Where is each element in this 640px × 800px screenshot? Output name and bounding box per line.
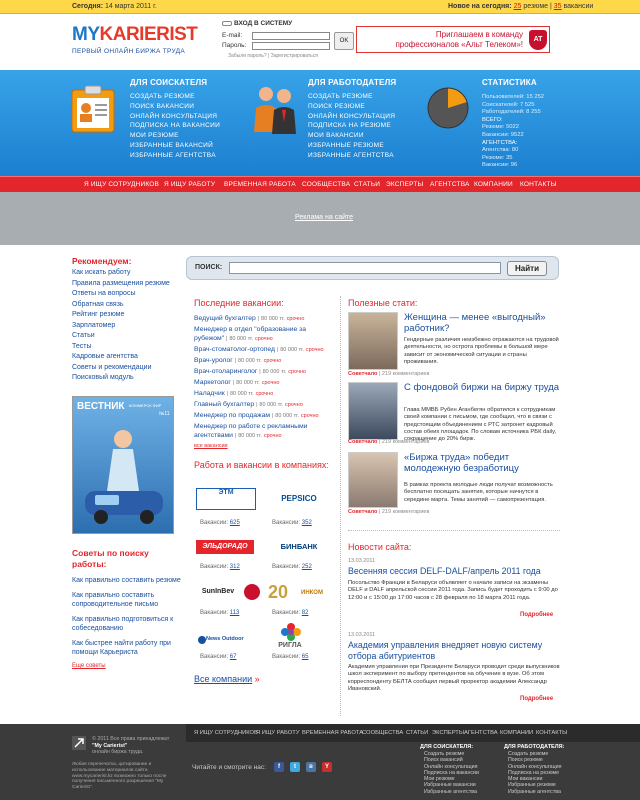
menu-item[interactable]: Я ИЩУ РАБОТУ: [164, 181, 216, 188]
footer-seekers-list: [424, 751, 479, 795]
search-input[interactable]: [229, 262, 501, 274]
footer: [0, 724, 640, 800]
tip-link[interactable]: Как правильно составить резюме: [72, 577, 181, 584]
magazine-cover[interactable]: ВЕСТНИК КОММЕРСК ФИР №11: [72, 396, 174, 534]
menu-item[interactable]: АГЕНТСТВА: [430, 181, 470, 188]
password-field[interactable]: [252, 42, 330, 50]
employers-item[interactable]: ПОДПИСКА НА РЕЗЮМЕ: [308, 122, 391, 130]
clipboard-icon: [68, 84, 120, 136]
company-logo[interactable]: ЭТМ: [196, 488, 256, 510]
twitter-icon[interactable]: t: [290, 762, 300, 772]
company-vacancies: Вакансии: 312: [200, 564, 240, 570]
register-link[interactable]: Зарегистрироваться: [270, 53, 318, 59]
footer-employers-link[interactable]: Избранные агентства: [508, 788, 561, 795]
more-tips-link[interactable]: Еще советы: [72, 663, 106, 669]
top-bar: [0, 0, 640, 14]
news-headline[interactable]: Академия управления внедряет новую систему отбора абитуриентов: [348, 640, 543, 661]
recommend-link[interactable]: Статьи: [72, 332, 95, 339]
menu-item[interactable]: СООБЩЕСТВА: [302, 181, 351, 188]
tip-link[interactable]: Как правильно составить сопроводительное письмо: [72, 592, 159, 608]
recommend-link[interactable]: Советы и рекомендации: [72, 363, 152, 371]
youtube-icon[interactable]: Y: [322, 762, 332, 772]
menu-item[interactable]: ЭКСПЕРТЫ: [386, 181, 424, 188]
company-logo[interactable]: SunInBev: [201, 588, 235, 595]
footer-seekers-link[interactable]: Избранные вакансии: [424, 782, 476, 789]
recommend-link[interactable]: Тесты: [72, 342, 92, 350]
recommend-link[interactable]: Рейтинг резюме: [72, 311, 125, 318]
footer-seekers-link[interactable]: Мои резюме: [424, 776, 455, 783]
footer-seekers-link[interactable]: Создать резюме: [424, 751, 465, 757]
login-form: ВХОД В СИСТЕМУ E-mail: Пароль: OK Забыли пароль? | Зарегистрироваться: [222, 20, 340, 62]
menu-item[interactable]: КОМПАНИИ: [474, 181, 513, 188]
footer-seekers-link[interactable]: Онлайн консультация: [424, 763, 478, 770]
magazine-illustration: [77, 421, 171, 531]
footer-employers-title: ДЛЯ РАБОТОДАТЕЛЯ:: [504, 744, 565, 750]
company-logo[interactable]: News Outdoor: [206, 636, 244, 642]
seekers-item[interactable]: ПОДПИСКА НА ВАКАНСИИ: [130, 122, 221, 130]
seekers-title: ДЛЯ СОИСКАТЕЛЯ: [130, 78, 208, 87]
search-box: [186, 256, 559, 280]
recommend-link[interactable]: Как искать работу: [72, 269, 131, 276]
news-date: 13.03.2011: [348, 558, 376, 564]
recommend-link[interactable]: Зарплатомер: [72, 321, 116, 329]
footer-employers-link[interactable]: Онлайн консультация: [508, 763, 562, 770]
vacancy-item: Врач-отоларинголог | 80 000 тг. срочно: [194, 368, 306, 375]
site-slogan: ПЕРВЫЙ ОНЛАЙН БИРЖА ТРУДА: [72, 48, 186, 55]
vacancy-item: Маркетолог | 80 000 тг. срочно: [194, 379, 280, 386]
footer-legal: Любая перепечатка, цитирование и использование материалов сайта www.mycarierist.kz возможно только после получения письменного разрешения "My Carierist".: [72, 762, 167, 791]
vacancy-item: Ведущий бухгалтер | 80 000 тг. срочно: [194, 315, 305, 322]
footer-copyright: © 2011 Все права принадлежат "My Carierist" онлайн биржа труда.: [92, 736, 170, 755]
article-card: [348, 382, 560, 448]
menu-item[interactable]: СТАТЬИ: [354, 181, 381, 188]
employers-item[interactable]: МОИ ВАКАНСИИ: [308, 132, 364, 140]
recommend-link[interactable]: Правила размещения резюме: [72, 279, 170, 287]
pie-chart-icon: [424, 84, 472, 132]
companies-grid: [194, 486, 334, 706]
company-vacancies: Вакансии: 113: [200, 610, 240, 616]
all-companies-link[interactable]: Все компании »: [194, 674, 260, 684]
site-logo[interactable]: MYKARIERIST: [72, 24, 198, 45]
news-date: 13.03.2011: [348, 632, 376, 638]
vacancy-link[interactable]: Наладчик: [194, 390, 225, 397]
vacancy-link[interactable]: Менеджер в отдел "образование за рубежом": [194, 326, 307, 342]
seekers-item[interactable]: ИЗБРАННЫЕ АГЕНТСТВА: [130, 151, 216, 159]
footer-menu-item[interactable]: ВРЕМЕННАЯ РАБОТА: [302, 730, 364, 736]
rigla-flower-icon: [280, 622, 302, 642]
company-vacancies: Вакансии: 352: [272, 520, 312, 526]
company-vacancies: Вакансии: 252: [272, 564, 312, 570]
footer-seekers-link[interactable]: Подписка на вакансии: [424, 769, 479, 776]
column-divider: [340, 296, 341, 716]
vacancy-item: Врач-уролог | 80 000 тг. срочно: [194, 357, 282, 364]
tip-link[interactable]: Как быстрее найти работу при помощи Карьериста: [72, 640, 171, 656]
news-item: [348, 632, 560, 704]
employers-item[interactable]: ПОИСК РЕЗЮМЕ: [308, 102, 366, 110]
menu-item[interactable]: ВРЕМЕННАЯ РАБОТА: [224, 181, 296, 188]
employers-item[interactable]: ОНЛАЙН КОНСУЛЬТАЦИЯ: [308, 112, 396, 120]
article-meta: Советчало | 219 комментариев: [348, 509, 430, 515]
article-text: Гендерные различия неизбежно отражаются на трудовой деятельности, но острота проблемы в большой мере зависит от экономической ситуации и страны проживания.: [404, 337, 559, 365]
news-more-link[interactable]: Подробнее: [520, 612, 554, 618]
vacancy-item: Главный бухгалтер | 80 000 тг. срочно: [194, 401, 303, 408]
companies-title: Работа и вакансии в компаниях:: [194, 460, 329, 470]
vacancy-link[interactable]: Менеджер по работе с рекламными агентствами: [194, 423, 308, 439]
email-field[interactable]: [252, 32, 330, 40]
tips-list: [72, 576, 182, 669]
search-button[interactable]: Найти: [507, 261, 547, 276]
stats-title: СТАТИСТИКА: [482, 78, 537, 87]
twenty-years-icon: 20: [268, 582, 289, 602]
news-item: [348, 558, 560, 622]
suninbev-emblem-icon: [244, 584, 260, 600]
news-more-link[interactable]: Подробнее: [520, 696, 554, 702]
email-label: E-mail:: [222, 32, 243, 39]
vacancies-list: [194, 314, 334, 449]
company-vacancies: Вакансии: 82: [272, 610, 309, 616]
footer-seekers-title: ДЛЯ СОИСКАТЕЛЯ:: [420, 744, 474, 750]
company-vacancies: Вакансии: 65: [272, 654, 309, 660]
article-card: [348, 452, 560, 522]
footer-employers-list: [508, 751, 561, 795]
footer-menu-item[interactable]: КОНТАКТЫ: [536, 730, 568, 736]
seekers-item[interactable]: ИЗБРАННЫЕ ВАКАНСИЙ: [130, 141, 214, 149]
main-panel: [0, 70, 640, 176]
vacancy-link[interactable]: Главный бухгалтер: [194, 401, 255, 408]
footer-employers-link[interactable]: Избранные резюме: [508, 782, 556, 789]
footer-employers-link[interactable]: Поиск резюме: [508, 757, 543, 764]
recommend-link[interactable]: Кадровые агентства: [72, 353, 138, 360]
forgot-password-link[interactable]: Забыли пароль?: [228, 53, 267, 59]
recommend-link[interactable]: Ответы на вопросы: [72, 290, 136, 297]
ad-area: [0, 192, 640, 245]
recommend-list: [72, 268, 182, 384]
main-menu: [0, 176, 640, 192]
footer-menu-item[interactable]: Я ИЩУ СОТРУДНИКОВ: [194, 730, 258, 736]
employers-menu: [308, 92, 408, 161]
tip-link[interactable]: Как правильно подготовиться к собеседованию: [72, 616, 174, 632]
article-text: В рамках проекта молодые люди получат возможность бесплатно посещать занятия, которые начнутся в середине марта. Темы занятий — самопрезентация.: [404, 482, 553, 503]
company-logo[interactable]: PEPSICO: [281, 494, 317, 503]
seekers-menu: [130, 92, 230, 161]
article-thumbnail[interactable]: [348, 452, 398, 508]
seekers-item[interactable]: СОЗДАТЬ РЕЗЮМЕ: [130, 93, 195, 100]
all-vacancies-link[interactable]: все вакансии: [194, 443, 228, 449]
today-date: Сегодня: 14 марта 2011 г.: [72, 3, 157, 10]
news-today: Новое на сегодня: 25 резюме | 35 вакансии: [448, 3, 594, 10]
seekers-item[interactable]: ПОИСК ВАКАНСИИ: [130, 102, 195, 110]
footer-menu-item[interactable]: СТАТЬИ: [406, 730, 429, 736]
article-title[interactable]: «Биржа труда» победит молодежную безработицу: [404, 452, 519, 474]
employers-item[interactable]: ИЗБРАННЫЕ РЕЗЮМЕ: [308, 141, 384, 149]
employers-title: ДЛЯ РАБОТОДАТЕЛЯ: [308, 78, 397, 87]
menu-item[interactable]: Я ИЩУ СОТРУДНИКОВ: [84, 181, 160, 188]
article-card: [348, 312, 560, 378]
recommend-title: Рекомендуем:: [72, 256, 132, 266]
key-icon: [222, 21, 232, 26]
employers-item[interactable]: ИЗБРАННЫЕ АГЕНТСТВА: [308, 151, 394, 159]
news-headline[interactable]: Весенняя сессия DELF-DALF/апрель 2011 года: [348, 566, 541, 576]
footer-employers-link[interactable]: Создать резюме: [508, 751, 549, 757]
footer-menu-item[interactable]: Я ИЩУ РАБОТУ: [256, 730, 300, 736]
new-vacancies-link[interactable]: 35: [553, 3, 562, 10]
news-outdoor-icon: [198, 636, 206, 644]
vacancy-link[interactable]: Врач-стоматолог-ортопед: [194, 346, 276, 353]
section-divider: [348, 530, 560, 531]
social-label: Читайте и смотрите нас:: [192, 764, 266, 771]
company-logo[interactable]: РИГЛА: [278, 642, 302, 649]
company-logo[interactable]: ЭЛЬДОРАДО: [196, 540, 254, 554]
facebook-icon[interactable]: f: [274, 762, 284, 772]
recommend-link[interactable]: Обратная связь: [72, 300, 124, 308]
company-vacancies: Вакансии: 67: [200, 654, 237, 660]
vacancy-item: Менеджер в отдел "образование за рубежом" | 80 000 тг. срочно: [194, 326, 307, 342]
company-logo[interactable]: БИНБАНК: [280, 542, 318, 551]
news-title: Новости сайта:: [348, 542, 412, 552]
footer-menu-item[interactable]: АГЕНТСТВА: [464, 730, 498, 736]
news-text: Академия управления при Президенте Беларуси проводит среди выпускников школ эксперимент по выбору претендентов на обучение в вузе. Об этом корреспонденту БЕЛТА сообщил первый проректор академии Александр Ивановский.: [348, 664, 560, 692]
stats-list: Пользователей: 15 252 Соискателей: 7 525 Работодателей: 8 255 ВСЕГО: Резюме: 5022 Вакансии: 9522 АГЕНТСТВА: Агентства: 80 Резюме: 35 Вакансии: 96: [482, 94, 545, 169]
company-vacancies: Вакансии: 625: [200, 520, 240, 526]
article-meta: Советчало | 219 комментариев: [348, 371, 430, 377]
new-resumes-link[interactable]: 25: [513, 3, 522, 10]
article-thumbnail[interactable]: [348, 312, 398, 370]
login-title: ВХОД В СИСТЕМУ: [222, 20, 292, 27]
login-button[interactable]: OK: [334, 32, 354, 50]
vacancy-link[interactable]: Ведущий бухгалтер: [194, 315, 256, 322]
arrow-up-right-icon: [72, 736, 86, 750]
article-title[interactable]: С фондовой биржи на биржу труда: [404, 382, 560, 393]
article-title[interactable]: Женщина — менее «выгодный» работник?: [404, 312, 546, 334]
recommend-link[interactable]: Поисковый модуль: [72, 374, 134, 381]
vacancies-title: Последние вакансии:: [194, 298, 284, 308]
employers-item[interactable]: СОЗДАТЬ РЕЗЮМЕ: [308, 93, 373, 100]
alt-telecom-emblem: AT: [529, 30, 547, 50]
company-logo[interactable]: ИНКОМ: [301, 590, 323, 596]
vkontakte-icon[interactable]: в: [306, 762, 316, 772]
vacancy-link[interactable]: Врач-уролог: [194, 357, 233, 364]
ad-link[interactable]: Реклама на сайте: [295, 214, 354, 221]
search-label: ПОИСК:: [195, 264, 223, 271]
vacancy-link[interactable]: Менеджер по продажам: [194, 412, 271, 419]
footer-employers-link[interactable]: Мои вакансии: [508, 776, 543, 783]
footer-menu-item[interactable]: СООБЩЕСТВА: [362, 730, 404, 736]
news-text: Посольство Франции в Беларуси объявляет о начале записи на экзамены DELF и DALF апрельской сессии 2011 года. Запись будет проходить с 9:00 до 12:00 и с 15:00 до 17:00 часов с 28 февраля по 18 марта 2011 года.: [348, 580, 558, 601]
article-thumbnail[interactable]: [348, 382, 398, 440]
article-text: Глава ММВБ Рубен Аганбегян обратился к сотрудникам своей компании с письмом, где сообщил, что в связи с предстоящим объединением с РТС затронет кадровый состав обеих площадок. По словам источника РБК daily, сокращение до 20% бирж.: [404, 407, 557, 443]
tips-title: Советы по поиску работы:: [72, 548, 149, 569]
vacancy-item: Врач-стоматолог-ортопед | 80 000 тг. срочно: [194, 346, 324, 353]
password-label: Пароль:: [222, 42, 247, 49]
menu-item[interactable]: КОНТАКТЫ: [520, 181, 557, 188]
articles-title: Полезные стати:: [348, 298, 418, 308]
footer-employers-link[interactable]: Подписка на резюме: [508, 769, 560, 776]
footer-menu-item[interactable]: ЭКСПЕРТЫ: [432, 730, 464, 736]
footer-seekers-link[interactable]: Поиск вакансий: [424, 757, 463, 764]
seekers-item[interactable]: МОИ РЕЗЮМЕ: [130, 132, 179, 140]
alt-telecom-banner[interactable]: Приглашаем в команду профессионалов «Альт Телеком»! AT: [356, 26, 550, 53]
footer-seekers-link[interactable]: Избранные агентства: [424, 788, 477, 795]
vacancy-item: Наладчик | 80 000 тг. срочно: [194, 390, 274, 397]
article-meta: Советчало | 219 комментариев: [348, 439, 430, 445]
businessmen-icon: [248, 82, 302, 138]
vacancy-link[interactable]: Маркетолог: [194, 379, 231, 386]
vacancy-link[interactable]: Врач-отоларинголог: [194, 368, 258, 375]
vacancy-item: Менеджер по продажам | 80 000 тг. срочно: [194, 412, 319, 419]
seekers-item[interactable]: ОНЛАЙН КОНСУЛЬТАЦИЯ: [130, 112, 218, 120]
footer-menu-item[interactable]: КОМПАНИИ: [500, 730, 534, 736]
vacancy-item: Менеджер по работе с рекламными агентствами | 80 000 тг. срочно: [194, 423, 308, 439]
